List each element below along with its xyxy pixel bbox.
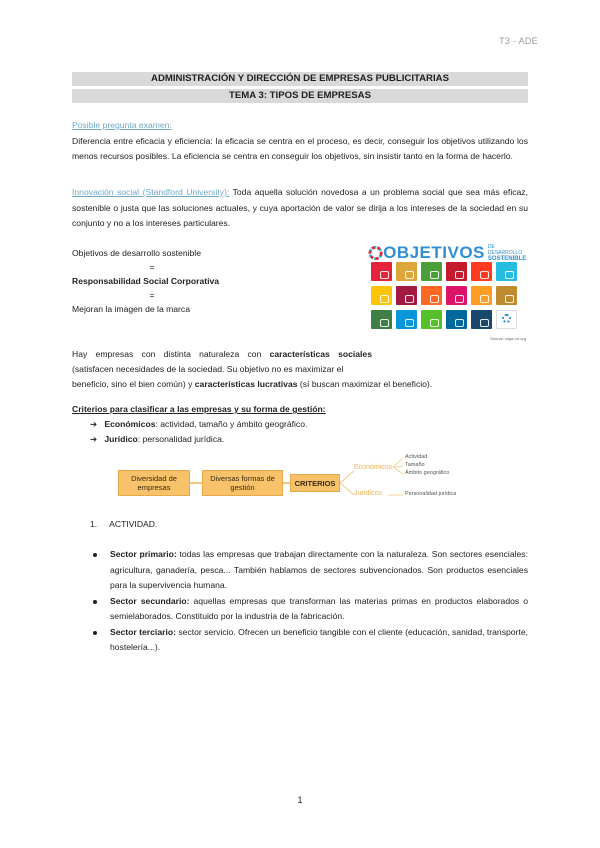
sector-list [90,547,528,656]
sdg-wheel-icon [368,245,383,261]
sdg-tile [471,286,492,305]
diagram-econ-item: Ámbito geográfico [405,470,450,476]
header-tag: T3 - ADE [499,36,538,46]
sdg-goal-icon [505,295,514,303]
sdg-wheel-icon [502,314,511,323]
document-title: ADMINISTRACIÓN Y DIRECCIÓN DE EMPRESAS PUBLICITARIAS [72,72,528,86]
exam-block [72,118,528,165]
sdg-goal-icon [480,295,489,303]
sdg-tile [371,262,392,281]
sdg-tile [396,286,417,305]
criteria-heading: Criterios para clasificar a las empresas y su forma de gestión: [72,404,326,414]
innovation-text: Toda aquella solución novedosa a un problema social que sea más eficaz, sostenible o justa que las soluciones actuales, y cuya aportación de valor se dirija a los intereses de la sociedad en su conjunto y no a los intereses particulares. [72,187,528,228]
criteria-diagram [118,452,528,512]
sdg-caption: Source: sdgs.un.org [490,336,526,341]
sdg-goal-icon [480,271,489,279]
sdg-tile [471,262,492,281]
intro-line-1: Hay empresas con distinta naturaleza con características sociales [72,349,372,359]
criteria-item: ➔ Jurídico: personalidad jurídica. [90,434,225,444]
sdg-tile [396,262,417,281]
diagram-box-management: Diversas formas de gestión [202,470,283,496]
sector-item-tertiary: Sector terciario: sector servicio. Ofrecen un beneficio tangible con el cliente (educación, sanidad, transporte, hostelería...). [90,625,528,656]
diagram-box-criteria: CRITERIOS [290,474,340,492]
sdg-subtitle-1: DE DESARROLLO [487,244,523,256]
sdg-goal-icon [480,319,489,327]
equation-line-2: Responsabilidad Social Corporativa [72,276,220,286]
sdg-goal-icon [430,295,439,303]
diagram-box-diversity: Diversidad de empresas [118,470,190,496]
criteria-item: ➔ Económicos: actividad, tamaño y ámbito geográfico. [90,419,308,429]
sdg-equation [72,246,232,316]
sdg-goal-icon [380,319,389,327]
equation-line-1: Objetivos de desarrollo sostenible [72,248,201,258]
sdg-tile [446,262,467,281]
innovation-block [72,185,528,232]
arrow-icon: ➔ [90,419,98,429]
intro-line-3: beneficio, sino el bien común) y características lucrativas (sí buscan maximizar el beneficio). [72,379,433,389]
sdg-tile [446,286,467,305]
diagram-legal-item: Personalidad jurídica [405,491,457,497]
diagram-branch-legal: Jurídicos [354,490,383,497]
sdg-goal-icon [405,271,414,279]
sdg-tile [421,310,442,329]
sdg-image [368,243,528,343]
sdg-goal-icon [455,319,464,327]
intro-line-2: (satisfacen necesidades de la sociedad. Su objetivo no es maximizar el [72,364,344,374]
sdg-goal-icon [405,295,414,303]
sdg-tile-grid [371,262,526,334]
section-heading: 1. ACTIVIDAD. [90,519,158,529]
sdg-goal-icon [430,271,439,279]
sdg-goal-icon [380,271,389,279]
sdg-title: OBJETIVOS [383,243,485,262]
sdg-tile [396,310,417,329]
equation-equals-1: = [149,262,155,272]
sdg-tile [446,310,467,329]
page-number: 1 [297,795,303,805]
sdg-tile [421,262,442,281]
sdg-tile [371,286,392,305]
sdg-goal-icon [455,271,464,279]
intro-block [72,347,372,377]
sdg-goal-icon [455,295,464,303]
diagram-branch-economic: Económicos [354,464,393,471]
innovation-label: Innovación social (Standford University): [72,187,230,197]
equation-equals-2: = [149,290,155,300]
criteria-list [90,417,510,447]
exam-label: Posible pregunta examen: [72,120,172,130]
equation-line-3: Mejoran la imagen de la marca [72,304,190,314]
sdg-goal-icon [380,295,389,303]
sdg-goal-icon [505,271,514,279]
exam-text: Diferencia entre eficacia y eficiencia: la eficacia se centra en el proceso, es decir, conseguir los objetivos utilizando los menos recursos posibles. La eficiencia se centra en conseguir los objetivos, sin insistir tanto en la forma de hacerlo. [72,135,528,161]
sdg-tile [496,310,517,329]
sdg-tile [496,286,517,305]
arrow-icon: ➔ [90,434,98,444]
diagram-econ-item: Actividad [405,454,428,460]
sdg-tile [471,310,492,329]
topic-title: TEMA 3: TIPOS DE EMPRESAS [72,89,528,103]
sdg-tile [496,262,517,281]
sdg-goal-icon [430,319,439,327]
sdg-tile [371,310,392,329]
diagram-econ-item: Tamaño [405,462,425,468]
sdg-subtitle-2: SOSTENIBLE [487,256,527,262]
sdg-goal-icon [405,319,414,327]
sector-item-secondary: Sector secundario: aquellas empresas que transforman las materias primas en productos elaborados o semielaborados. Constituido por la industria de la fabricación. [90,594,528,625]
sdg-header [368,243,528,263]
sdg-tile [421,286,442,305]
sector-item-primary: Sector primario: todas las empresas que trabajan directamente con la naturaleza. Son sectores esenciales: agricultura, ganadería, pesca... También hablamos de sectores subvencionados. Son productos esenciales para la supervivencia humana. [90,547,528,594]
